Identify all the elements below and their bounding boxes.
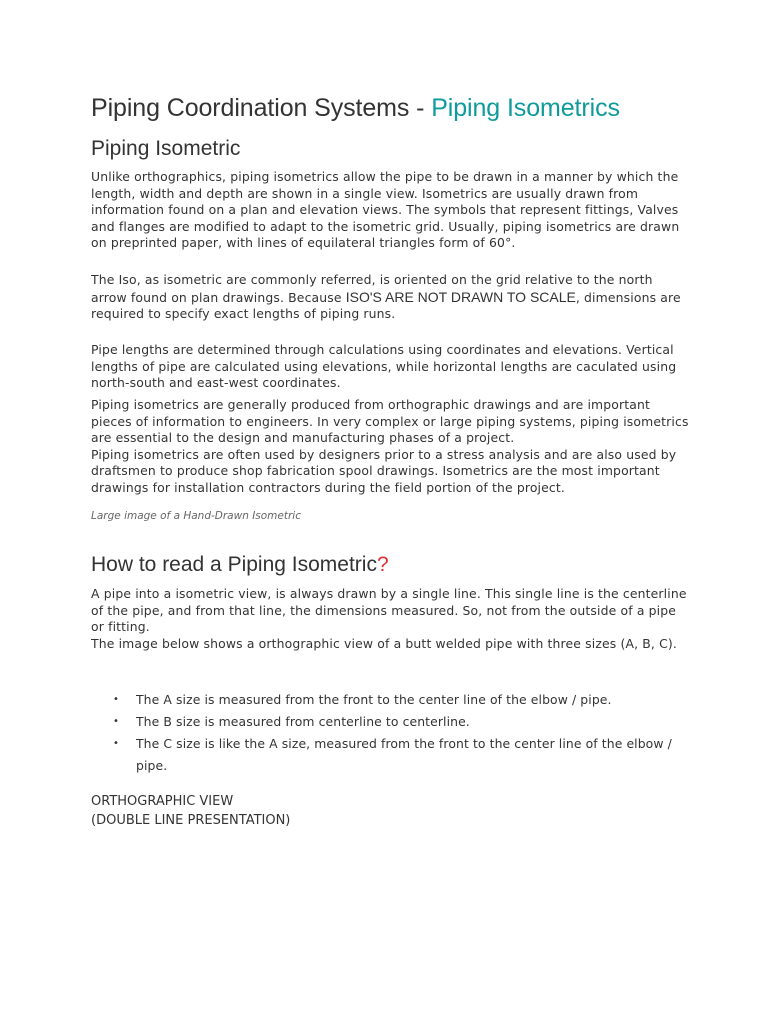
section-heading-how-to-read <box>91 553 389 577</box>
size-bullet-list <box>91 689 691 777</box>
page-title-accent: Piping Isometrics <box>431 94 620 122</box>
list-item <box>91 711 691 733</box>
list-item-text: The A size is measured from the front to the center line of the elbow / pipe. <box>136 692 612 707</box>
question-mark: ? <box>376 553 389 576</box>
list-item-text: The C size is like the A size, measured from the front to the center line of the elbow / pipe. <box>136 736 672 773</box>
image-caption: Large image of a Hand-Drawn Isometric <box>91 510 301 522</box>
paragraph-iso-text-after: , dimensions are required to specify exact lengths of piping runs. <box>91 289 681 322</box>
orthographic-view-line1: ORTHOGRAPHIC VIEW <box>91 794 234 809</box>
paragraph-iso-caps: ISO'S ARE NOT DRAWN TO SCALE <box>345 288 576 305</box>
paragraph-orthographic-text: The image below shows a orthographic view of a butt welded pipe with three sizes (A, B, C). <box>91 635 677 651</box>
orthographic-view-label <box>91 792 290 830</box>
paragraph-importance-a: Piping isometrics are generally produced from orthographic drawings and are important pieces of information to engineers. In very complex or large piping systems, piping isometrics are essential to the design and manufacturing phases of a project. <box>91 397 689 446</box>
paragraph-iso-text-before: The Iso, as isometric are commonly referred, is oriented on the grid relative to the north arrow found on plan drawings. Because <box>91 272 653 305</box>
paragraph-single-line <box>91 586 691 652</box>
page-title-main: Piping Coordination Systems - <box>91 94 432 122</box>
paragraph-pipe-lengths: Pipe lengths are determined through calculations using coordinates and elevations. Vertical lengths of pipe are calculated using elevations, while horizontal lengths are caculated using north-south and east-west coordinates. <box>91 342 677 391</box>
bullet-icon: • <box>113 694 119 705</box>
section-heading-how-to-read-text: How to read a Piping Isometric <box>91 553 377 576</box>
paragraph-importance <box>91 397 691 497</box>
paragraph-iso-orientation <box>91 272 691 323</box>
orthographic-view-line2: (DOUBLE LINE PRESENTATION) <box>91 813 291 828</box>
list-item <box>91 689 691 711</box>
list-item-text: The B size is measured from centerline to centerline. <box>136 714 470 729</box>
paragraph-single-line-text: A pipe into a isometric view, is always drawn by a single line. This single line is the centerline of the pipe, and from that line, the dimensions measured. So, not from the outside of a pipe or fitting. <box>91 586 687 635</box>
list-item <box>91 733 691 777</box>
bullet-icon: • <box>113 738 119 749</box>
section-heading-piping-isometric: Piping Isometric <box>91 137 241 160</box>
bullet-icon: • <box>113 716 119 727</box>
paragraph-importance-b: Piping isometrics are often used by designers prior to a stress analysis and are also used by draftsmen to produce shop fabrication spool drawings. Isometrics are the most important drawings for installation contractors during the field portion of the project. <box>91 446 677 495</box>
paragraph-intro: Unlike orthographics, piping isometrics allow the pipe to be drawn in a manner by which the length, width and depth are shown in a single view. Isometrics are usually drawn from information found on a plan and elevation views. The symbols that represent fittings, Valves and flanges are modified to adapt to the isometric grid. Usually, piping isometrics are drawn on preprinted paper, with lines of equilateral triangles form of 60°. <box>91 169 680 251</box>
page-title <box>91 94 620 123</box>
